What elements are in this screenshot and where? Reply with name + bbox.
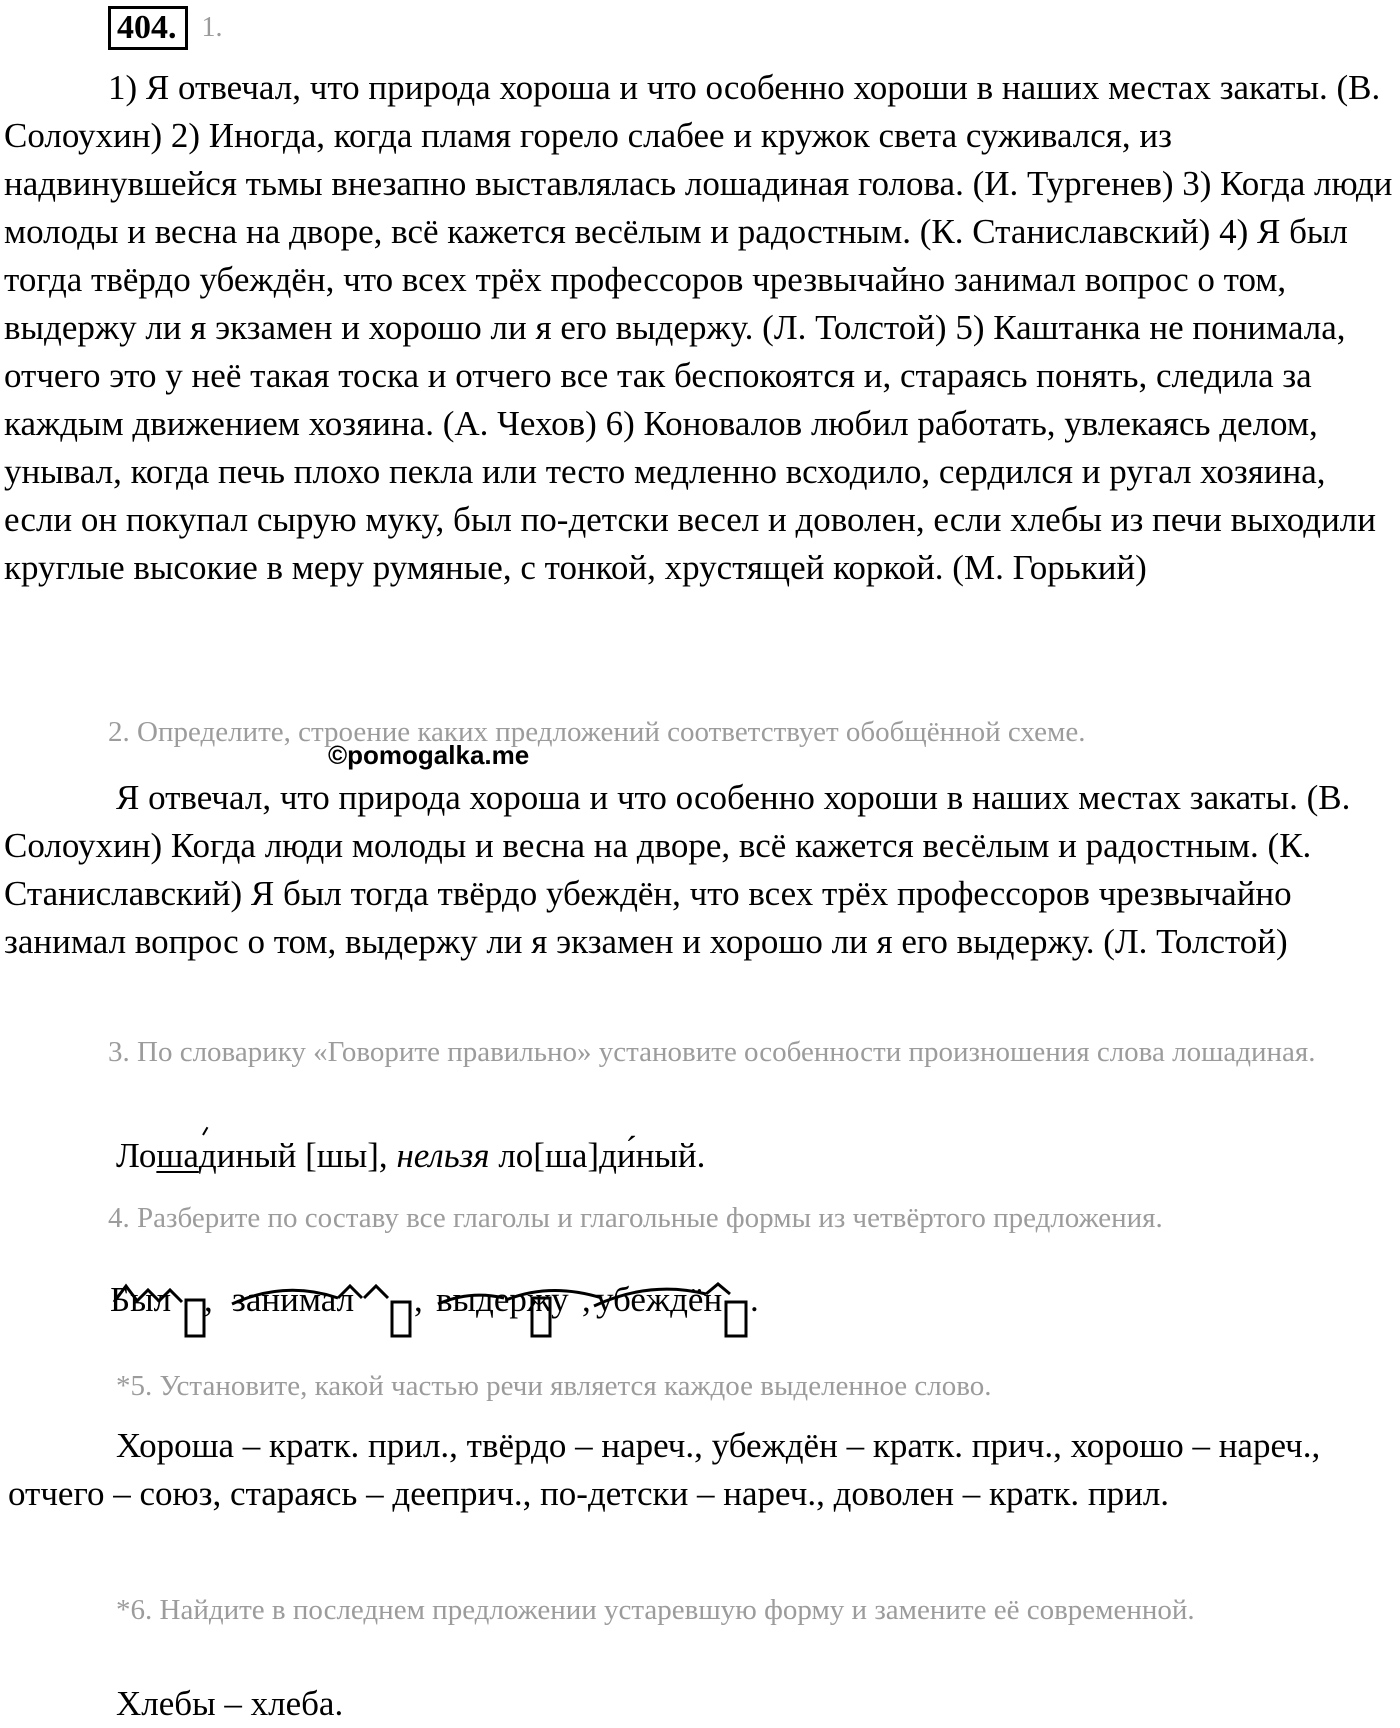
answer-1 bbox=[4, 64, 1396, 592]
task-3-text: 3. По словарику «Говорите правильно» установите особенности произношения слова лошадиная. bbox=[108, 1036, 1316, 1068]
exercise-number: 404. bbox=[108, 6, 188, 50]
verb-word: занимал bbox=[232, 1280, 355, 1319]
answer-2-text: Я отвечал, что природа хороша и что особенно хороши в наших местах закаты. (В. Солоухин) Когда люди молоды и весна на дворе, всё кажется весёлым и радостным. (К. Станиславский) Я был тогда твёрдо убеждён, что всех трёх профессоров чрезвычайно занимал вопрос о том, выдержу ли я экзамен и хорошо ли я его выдержу. (Л. Толстой) bbox=[4, 778, 1351, 961]
answer-5-text: Хороша – кратк. прил., твёрдо – нареч., убеждён – кратк. прич., хорошо – нареч., отчего – союз, стараясь – дееприч., по-детски – нареч., доволен – кратк. прил. bbox=[8, 1426, 1321, 1513]
separator: . bbox=[750, 1280, 759, 1319]
task-5-text: *5. Установите, какой частью речи является каждое выделенное слово. bbox=[116, 1370, 992, 1402]
task-2 bbox=[4, 712, 1396, 752]
answer-6: Хлебы – хлеба. bbox=[116, 1684, 344, 1723]
task-6 bbox=[8, 1590, 1400, 1630]
answer-3-part: ́ный. bbox=[635, 1136, 706, 1175]
ending-box bbox=[726, 1302, 746, 1336]
ending-box bbox=[186, 1300, 204, 1336]
answer-3 bbox=[116, 1132, 705, 1180]
task-4-text: 4. Разберите по составу все глаголы и глагольные формы из четвёртого предложения. bbox=[108, 1202, 1163, 1234]
answer-3-underlined: ша bbox=[156, 1136, 199, 1175]
exercise-header bbox=[108, 6, 223, 50]
answer-3-italic: нельзя bbox=[396, 1136, 490, 1175]
separator: , bbox=[582, 1280, 591, 1319]
verb-word: убеждён bbox=[596, 1280, 723, 1319]
answer-5 bbox=[8, 1422, 1396, 1518]
answer-1-text: 1) Я отвечал, что природа хороша и что особенно хороши в наших местах закаты. (В. Солоухин) 2) Иногда, когда пламя горело слабее и кружок света суживался, из надвинувшейся тьмы внезапно выставлялась лошадиная голова. (И. Тургенев) 3) Когда люди молоды и весна на дворе, всё кажется весёлым и радостным. (К. Станиславский) 4) Я был тогда твёрдо убеждён, что всех трёх профессоров чрезвычайно занимал вопрос о том, выдержу ли я экзамен и хорошо ли я его выдержу. (Л. Толстой) 5) Каштанка не понимала, отчего это у неё такая тоска и отчего все так беспокоятся и, стараясь понять, следила за каждым движением хозяина. (А. Чехов) 6) Коновалов любил работать, увлекаясь делом, унывал, когда печь плохо пекла или тесто медленно всходило, сердился и ругал хозяина, если он покупал сырую муку, был по-детски весел и доволен, если хлебы из печи выходили круглые высокие в меру румяные, с тонкой, хрустящей коркой. (М. Горький) bbox=[4, 68, 1393, 587]
task-2-text: 2. Определите, строение каких предложений соответствует обобщённой схеме. bbox=[108, 716, 1086, 748]
watermark: ©pomogalka.me bbox=[328, 740, 530, 770]
suffix-mark bbox=[364, 1286, 388, 1298]
task-1-label: 1. bbox=[201, 12, 223, 43]
answer-3-part: Ло bbox=[116, 1136, 157, 1175]
task-5 bbox=[4, 1366, 1396, 1406]
answer-2 bbox=[4, 774, 1396, 966]
verb-word: Был bbox=[110, 1280, 172, 1319]
task-6-text: *6. Найдите в последнем предложении устаревшую форму и замените её современной. bbox=[116, 1594, 1195, 1626]
task-4 bbox=[4, 1198, 1396, 1238]
morphemic-analysis bbox=[110, 1262, 1110, 1340]
answer-3-part: ный [шы], bbox=[235, 1136, 397, 1175]
separator: , bbox=[414, 1280, 423, 1319]
verb-word: выдержу bbox=[436, 1280, 569, 1319]
ending-box bbox=[392, 1302, 410, 1336]
answer-3-part: ло[ша]ди bbox=[489, 1136, 636, 1175]
separator: , bbox=[204, 1280, 213, 1319]
task-3 bbox=[4, 1032, 1396, 1072]
answer-3-stressed: ди bbox=[198, 1136, 236, 1175]
